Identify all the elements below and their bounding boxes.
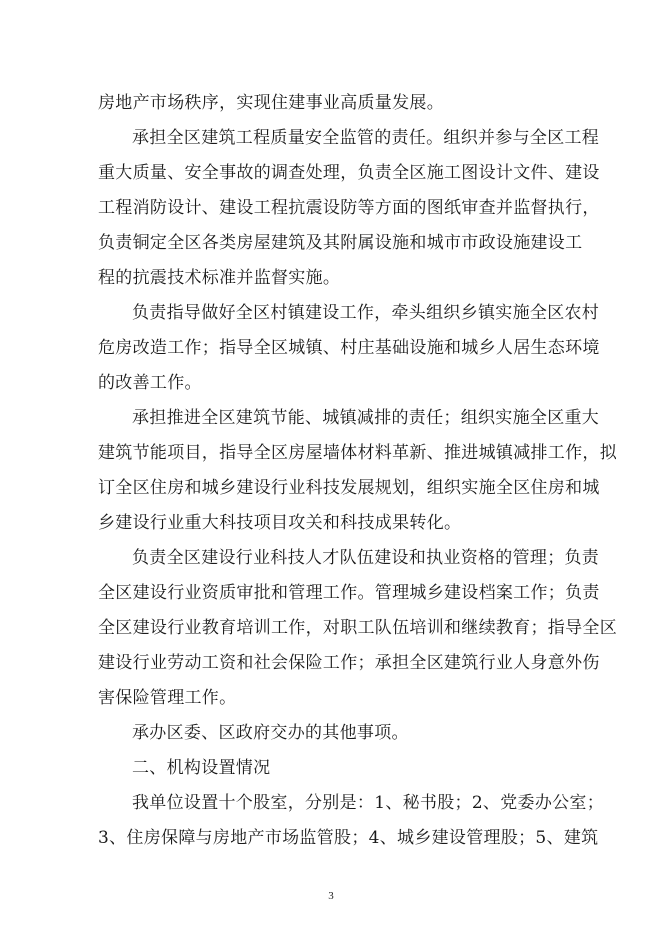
text-line: 负责全区建设行业科技人才队伍建设和执业资格的管理；负责 <box>132 548 600 568</box>
text-line: 承担全区建筑工程质量安全监管的责任。组织并参与全区工程 <box>132 128 600 148</box>
text-line: 害保险管理工作。 <box>98 688 237 708</box>
text-line: 负责铜定全区各类房屋建筑及其附属设施和城市市政设施建设工 <box>98 233 583 253</box>
text-line: 我单位设置十个股室，分别是：1、秘书股；2、党委办公室； <box>132 793 605 813</box>
text-line: 危房改造工作；指导全区城镇、村庄基础设施和城乡人居生态环境 <box>98 338 600 358</box>
text-line: 负责指导做好全区村镇建设工作，牵头组织乡镇实施全区农村 <box>132 303 600 323</box>
document-body <box>98 86 617 856</box>
text-line: 程的抗震技术标准并监督实施。 <box>98 268 341 288</box>
text-line: 房地产市场秩序，实现住建事业高质量发展。 <box>98 93 444 113</box>
text-line: 重大质量、安全事故的调查处理，负责全区施工图设计文件、建设 <box>98 163 600 183</box>
text-line: 3、住房保障与房地产市场监管股；4、城乡建设管理股；5、建筑 <box>98 828 599 848</box>
text-line: 承担推进全区建筑节能、城镇减排的责任；组织实施全区重大 <box>132 408 600 428</box>
text-line: 订全区住房和城乡建设行业科技发展规划，组织实施全区住房和城 <box>98 478 600 498</box>
text-line: 工程消防设计、建设工程抗震设防等方面的图纸审查并监督执行， <box>98 198 600 218</box>
text-line: 乡建设行业重大科技项目攻关和科技成果转化。 <box>98 513 462 533</box>
text-line: 全区建设行业资质审批和管理工作。管理城乡建设档案工作；负责 <box>98 583 600 603</box>
text-line: 承办区委、区政府交办的其他事项。 <box>132 723 409 743</box>
text-line: 建筑节能项目，指导全区房屋墙体材料革新、推进城镇减排工作，拟 <box>98 443 617 463</box>
text-line: 建设行业劳动工资和社会保险工作；承担全区建筑行业人身意外伤 <box>98 653 600 673</box>
page-number: 3 <box>328 890 334 902</box>
text-line: 的改善工作。 <box>98 373 202 393</box>
text-line: 全区建设行业教育培训工作，对职工队伍培训和继续教育；指导全区 <box>98 618 617 638</box>
section-heading: 二、机构设置情况 <box>132 758 271 778</box>
